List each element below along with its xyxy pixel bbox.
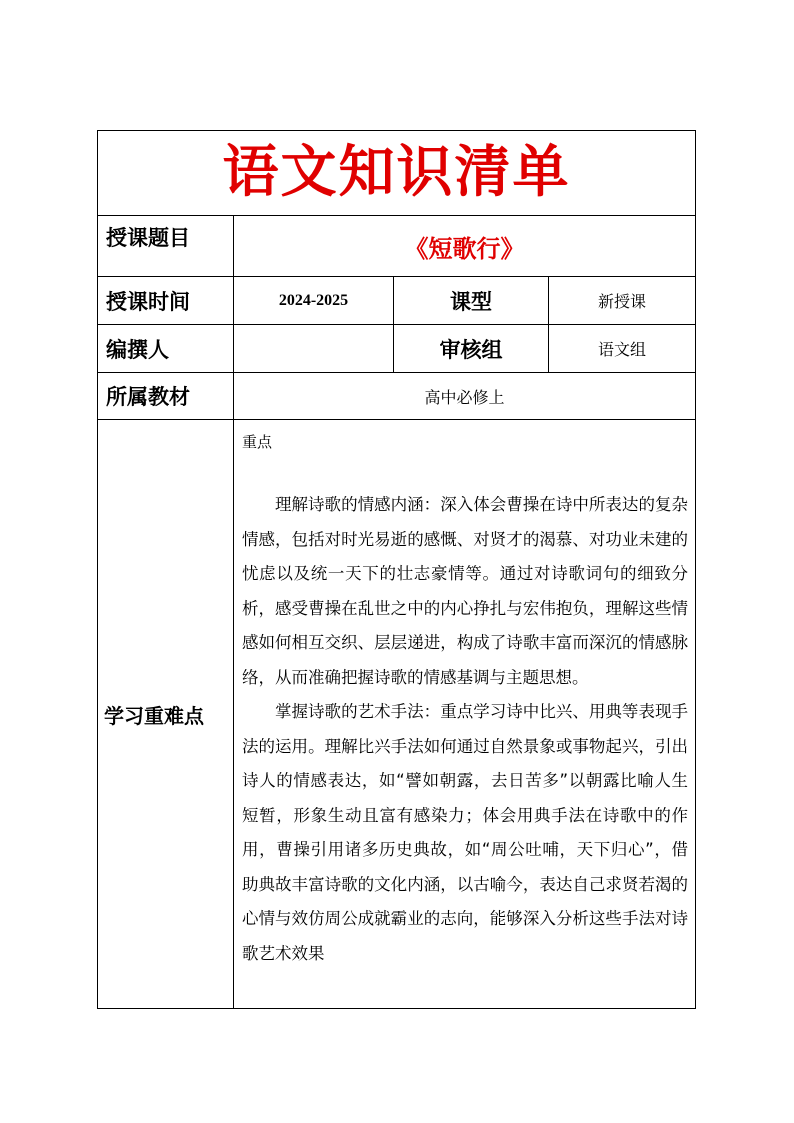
focus-label: 学习重难点: [98, 420, 234, 1009]
focus-heading: 重点: [242, 433, 273, 451]
time-label: 授课时间: [98, 277, 234, 325]
review-group-value: 语文组: [549, 325, 696, 373]
focus-row: [98, 420, 696, 1009]
topic-row: [98, 216, 696, 277]
textbook-value: 高中必修上: [234, 373, 696, 420]
review-group-label: 审核组: [394, 325, 549, 373]
author-label: 编撰人: [98, 325, 234, 373]
author-row: [98, 325, 696, 373]
focus-paragraph-2: 掌握诗歌的艺术手法：重点学习诗中比兴、用典等表现手法的运用。理解比兴手法如何通过自然景象或事物起兴，引出诗人的情感表达，如“譬如朝露，去日苦多”以朝露比喻人生短暂，形象生动且富有感染力；体会用典手法在诗歌中的作用，曹操引用诸多历史典故，如“周公吐哺，天下归心”，借助典故丰富诗歌的文化内涵，以古喻今，表达自己求贤若渴的心情与效仿周公成就霸业的志向，能够深入分析这些手法对诗歌艺术效果: [242, 702, 688, 963]
topic-value: 《短歌行》: [234, 216, 696, 277]
author-value: [234, 325, 394, 373]
textbook-row: [98, 373, 696, 420]
time-value: 2024-2025: [234, 277, 394, 325]
title-row: [98, 131, 696, 216]
focus-paragraph-1: 理解诗歌的情感内涵：深入体会曹操在诗中所表达的复杂情感，包括对时光易逝的感慨、对贤才的渴慕、对功业未建的忧虑以及统一天下的壮志豪情等。通过对诗歌词句的细致分析，感受曹操在乱世之中的内心挣扎与宏伟抱负，理解这些情感如何相互交织、层层递进，构成了诗歌丰富而深沉的情感脉络，从而准确把握诗歌的情感基调与主题思想。: [242, 495, 688, 687]
lesson-sheet-table: [97, 130, 696, 1009]
document-title: 语文知识清单: [98, 131, 696, 216]
topic-label: 授课题目: [98, 216, 234, 277]
textbook-label: 所属教材: [98, 373, 234, 420]
focus-content: [234, 420, 696, 1009]
lesson-type-label: 课型: [394, 277, 549, 325]
time-row: [98, 277, 696, 325]
lesson-type-value: 新授课: [549, 277, 696, 325]
